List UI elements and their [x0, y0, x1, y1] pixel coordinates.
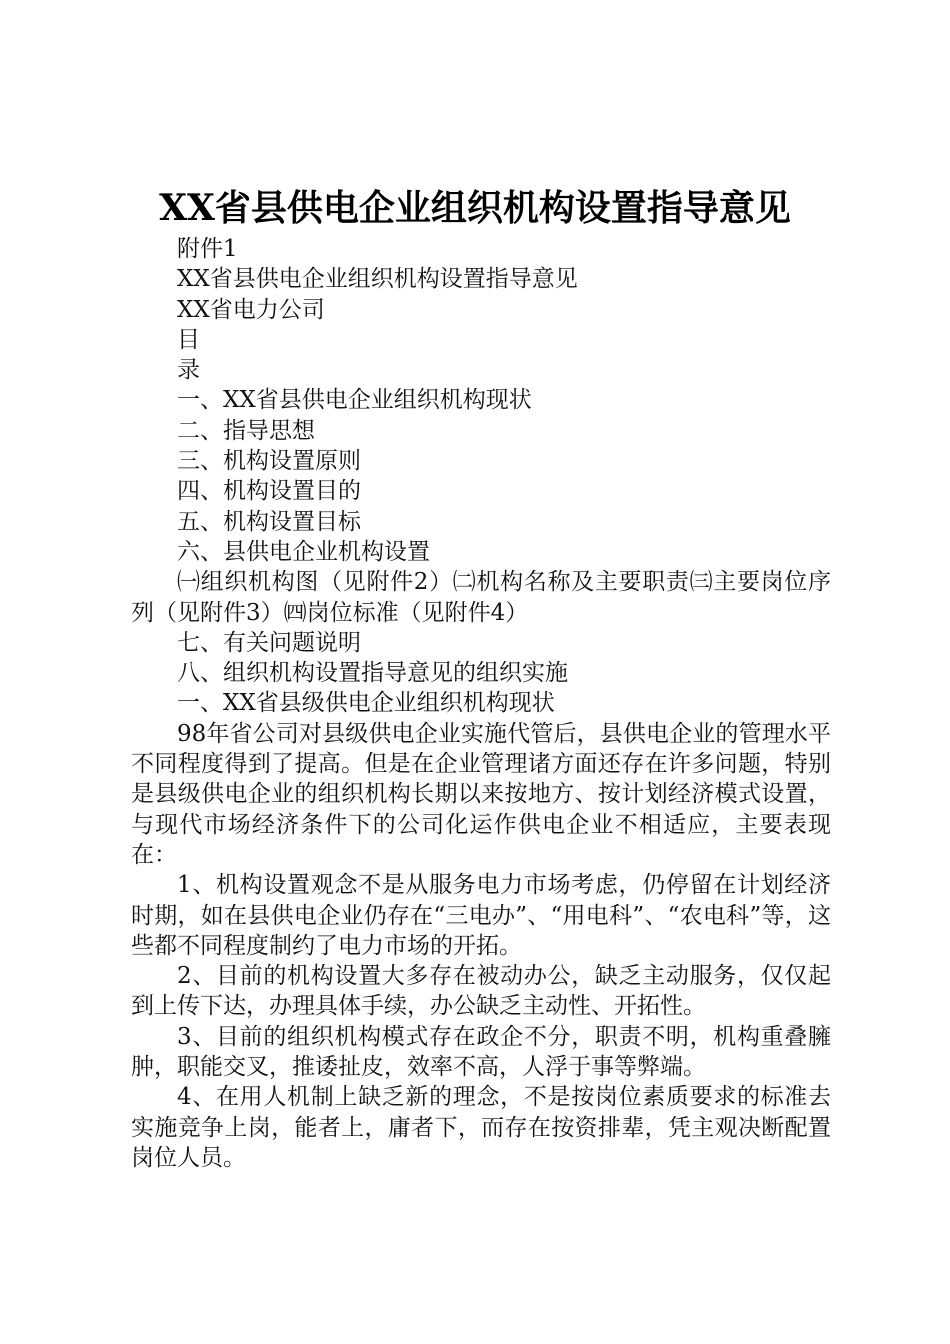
section-heading-1: 一、XX省县级供电企业组织机构现状	[177, 690, 555, 717]
paragraph-point-4: 4、在用人机制上缺乏新的理念，不是按岗位素质要求的标准去实施竞争上岗，能者上，庸者下，而存在按资排辈，凭主观决断配置岗位人员。	[131, 1084, 831, 1171]
toc-item-4: 四、机构设置目的	[177, 478, 361, 505]
attachment-label: 附件1	[177, 236, 238, 262]
toc-item-2: 二、指导思想	[177, 417, 315, 444]
toc-heading-part2: 录	[177, 357, 200, 384]
subtitle: XX省县供电企业组织机构设置指导意见	[177, 266, 578, 293]
toc-item-5: 五、机构设置目标	[177, 508, 361, 535]
paragraph-point-2: 2、目前的机构设置大多存在被动办公，缺乏主动服务，仅仅起到上传下达，办理具体手续，办公缺乏主动性、开拓性。	[131, 963, 831, 1020]
issuer: XX省电力公司	[177, 296, 325, 323]
document-title: XX省县供电企业组织机构设置指导意见	[159, 187, 791, 229]
toc-item-7: 七、有关问题说明	[177, 629, 361, 656]
toc-item-6: 六、县供电企业机构设置	[177, 538, 430, 565]
toc-item-3: 三、机构设置原则	[177, 448, 361, 475]
toc-item-8: 八、组织机构设置指导意见的组织实施	[177, 660, 568, 687]
paragraph-point-3: 3、目前的组织机构模式存在政企不分，职责不明，机构重叠臃肿，职能交叉，推诿扯皮，效率不高，人浮于事等弊端。	[131, 1023, 831, 1081]
paragraph-intro: 98年省公司对县级供电企业实施代管后，县供电企业的管理水平不同程度得到了提高。但是在企业管理诸方面还存在许多问题，特别是县级供电企业的组织机构长期以来按地方、按计划经济模式设置，与现代市场经济条件下的公司化运作供电企业不相适应，主要表现在：	[131, 720, 831, 868]
paragraph-point-1: 1、机构设置观念不是从服务电力市场考虑，仍停留在计划经济时期，如在县供电企业仍存在“三电办”、“用电科”、“农电科”等，这些都不同程度制约了电力市场的开拓。	[131, 872, 831, 959]
toc-subitems: ㈠组织机构图（见附件2）㈡机构名称及主要职责㈢主要岗位序列（见附件3）㈣岗位标准（见附件4）	[131, 569, 831, 626]
toc-item-1: 一、XX省县供电企业组织机构现状	[177, 387, 532, 414]
document-body	[131, 234, 831, 1173]
toc-heading-part1: 目	[177, 326, 200, 353]
